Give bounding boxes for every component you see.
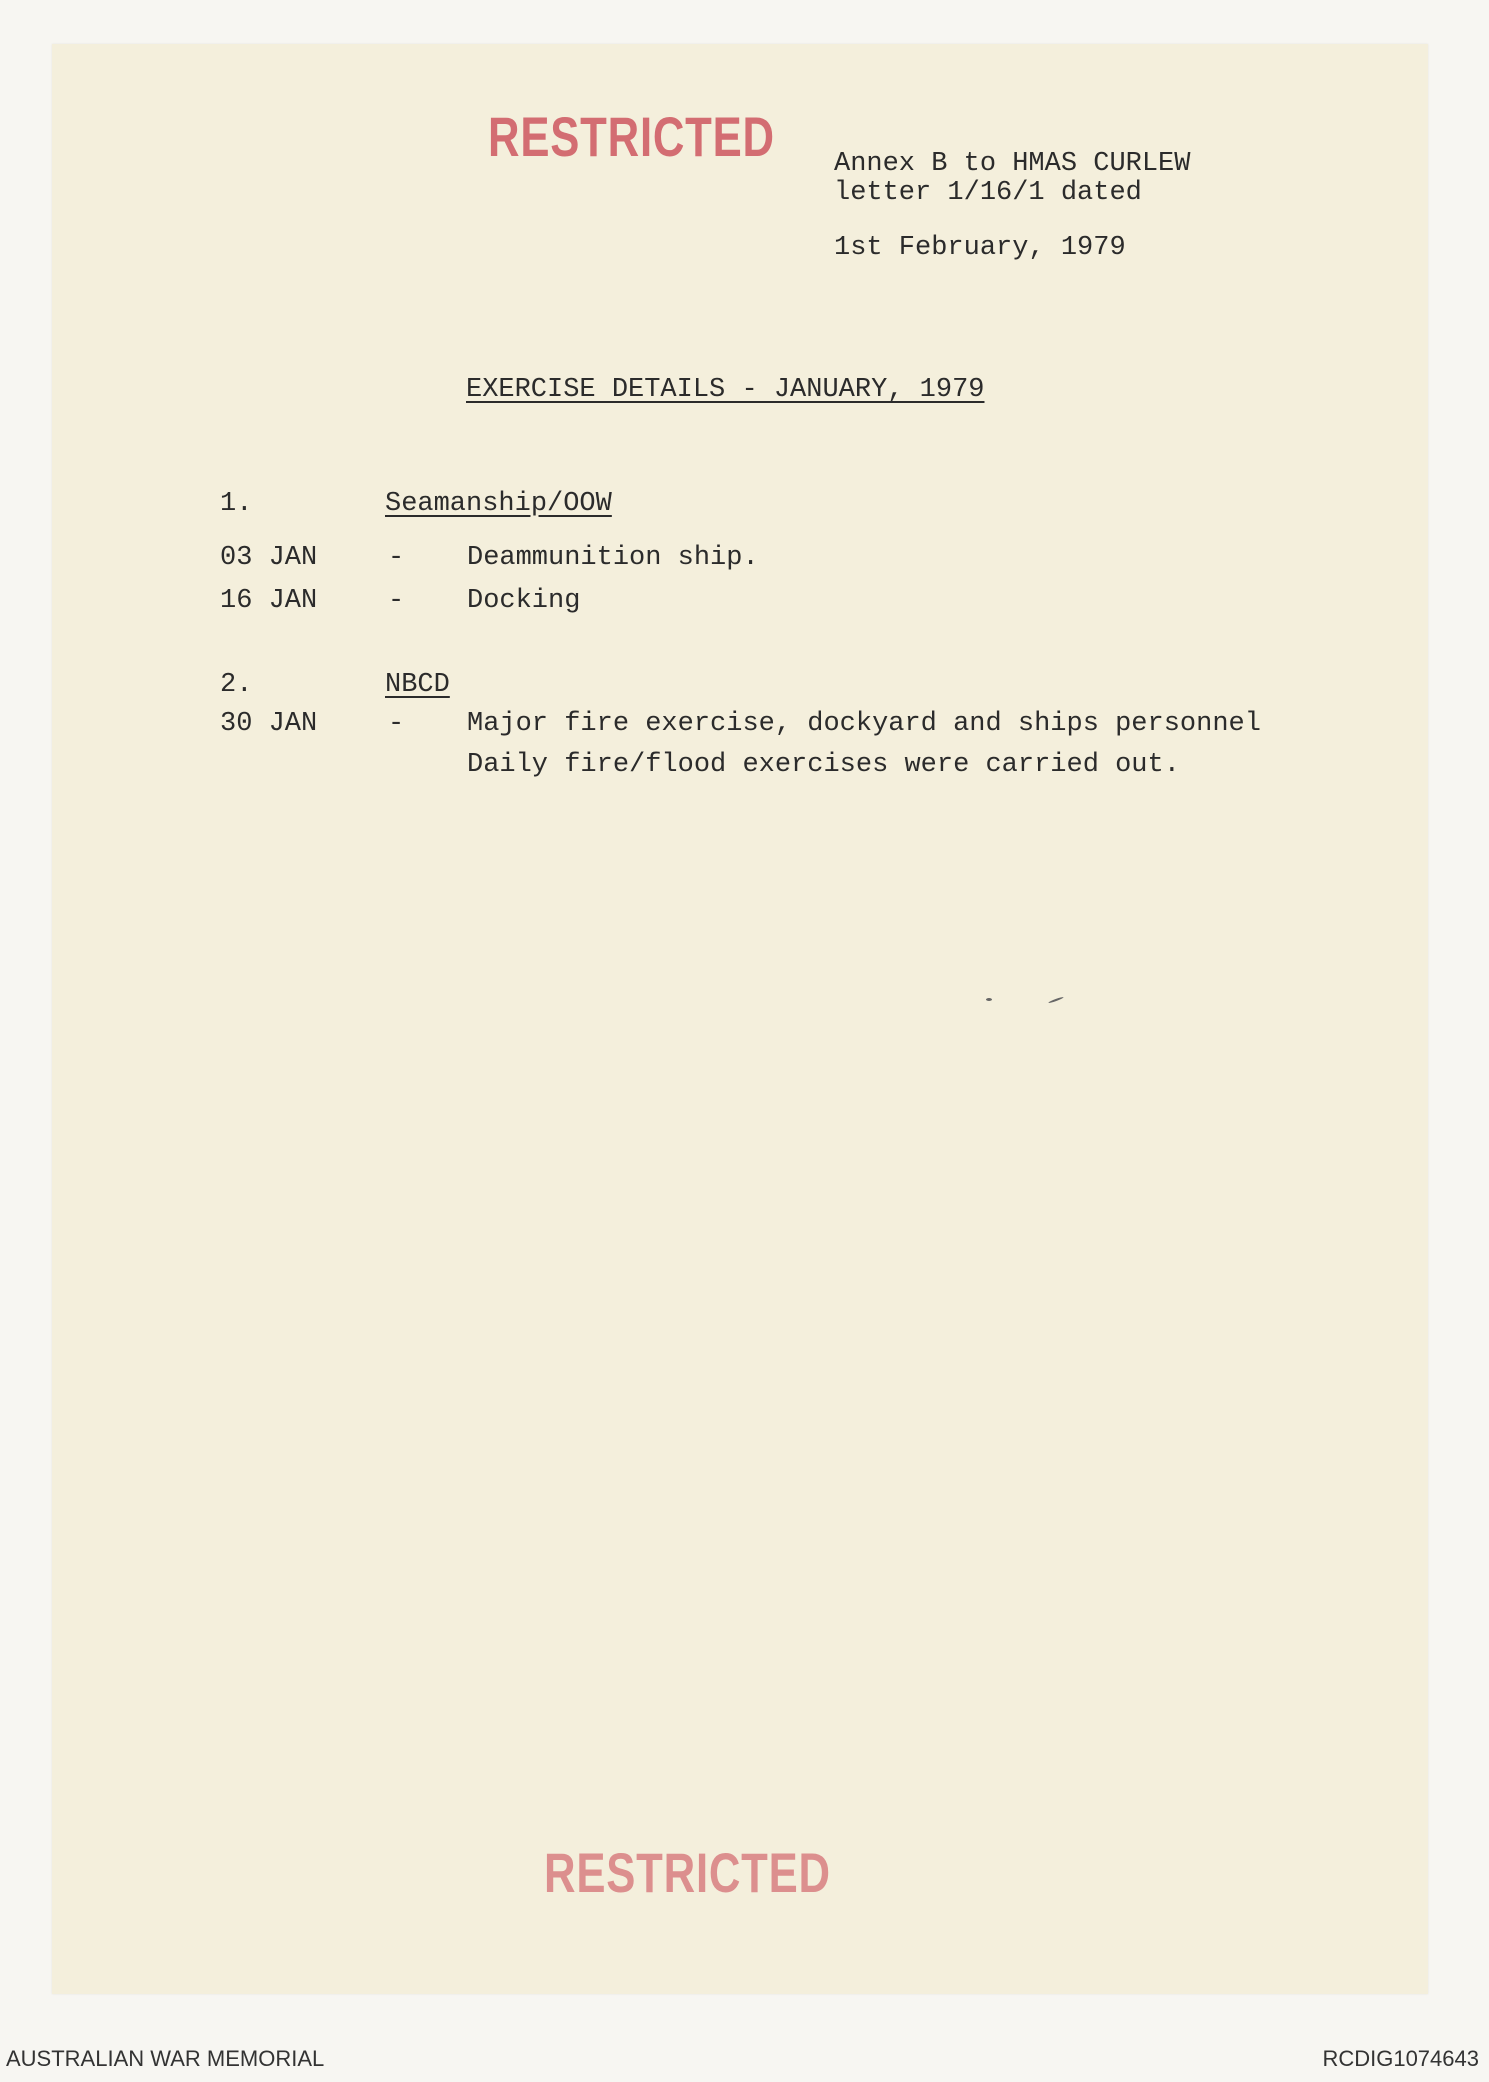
archive-credit: AUSTRALIAN WAR MEMORIAL (6, 2046, 325, 2071)
annex-reference-line-2: letter 1/16/1 dated (834, 178, 1142, 208)
entry-description: Major fire exercise, dockyard and ships personnel (467, 709, 1261, 739)
entry-date: 03 JAN (220, 543, 318, 573)
entry-description-continued: Daily fire/flood exercises were carried out. (467, 750, 1180, 780)
document-page (52, 44, 1428, 1994)
entry-description: Docking (467, 586, 581, 616)
paper-speck (986, 998, 992, 1001)
section-1-heading: Seamanship/OOW (385, 489, 612, 519)
entry-dash: - (388, 543, 405, 573)
document-title: EXERCISE DETAILS - JANUARY, 1979 (466, 375, 985, 405)
letter-date: 1st February, 1979 (834, 233, 1126, 263)
section-2-number: 2. (220, 670, 253, 700)
entry-description: Deammunition ship. (467, 543, 759, 573)
section-1-number: 1. (220, 489, 253, 519)
restricted-stamp-top: RESTRICTED (488, 105, 775, 168)
entry-date: 30 JAN (220, 709, 318, 739)
section-2-heading: NBCD (385, 670, 450, 700)
entry-dash: - (388, 709, 405, 739)
paper-speck (1048, 996, 1064, 1003)
entry-date: 16 JAN (220, 586, 318, 616)
annex-reference-line-1: Annex B to HMAS CURLEW (834, 149, 1191, 179)
archive-reference-id: RCDIG1074643 (1322, 2046, 1479, 2071)
entry-dash: - (388, 586, 405, 616)
restricted-stamp-bottom: RESTRICTED (544, 1841, 831, 1904)
